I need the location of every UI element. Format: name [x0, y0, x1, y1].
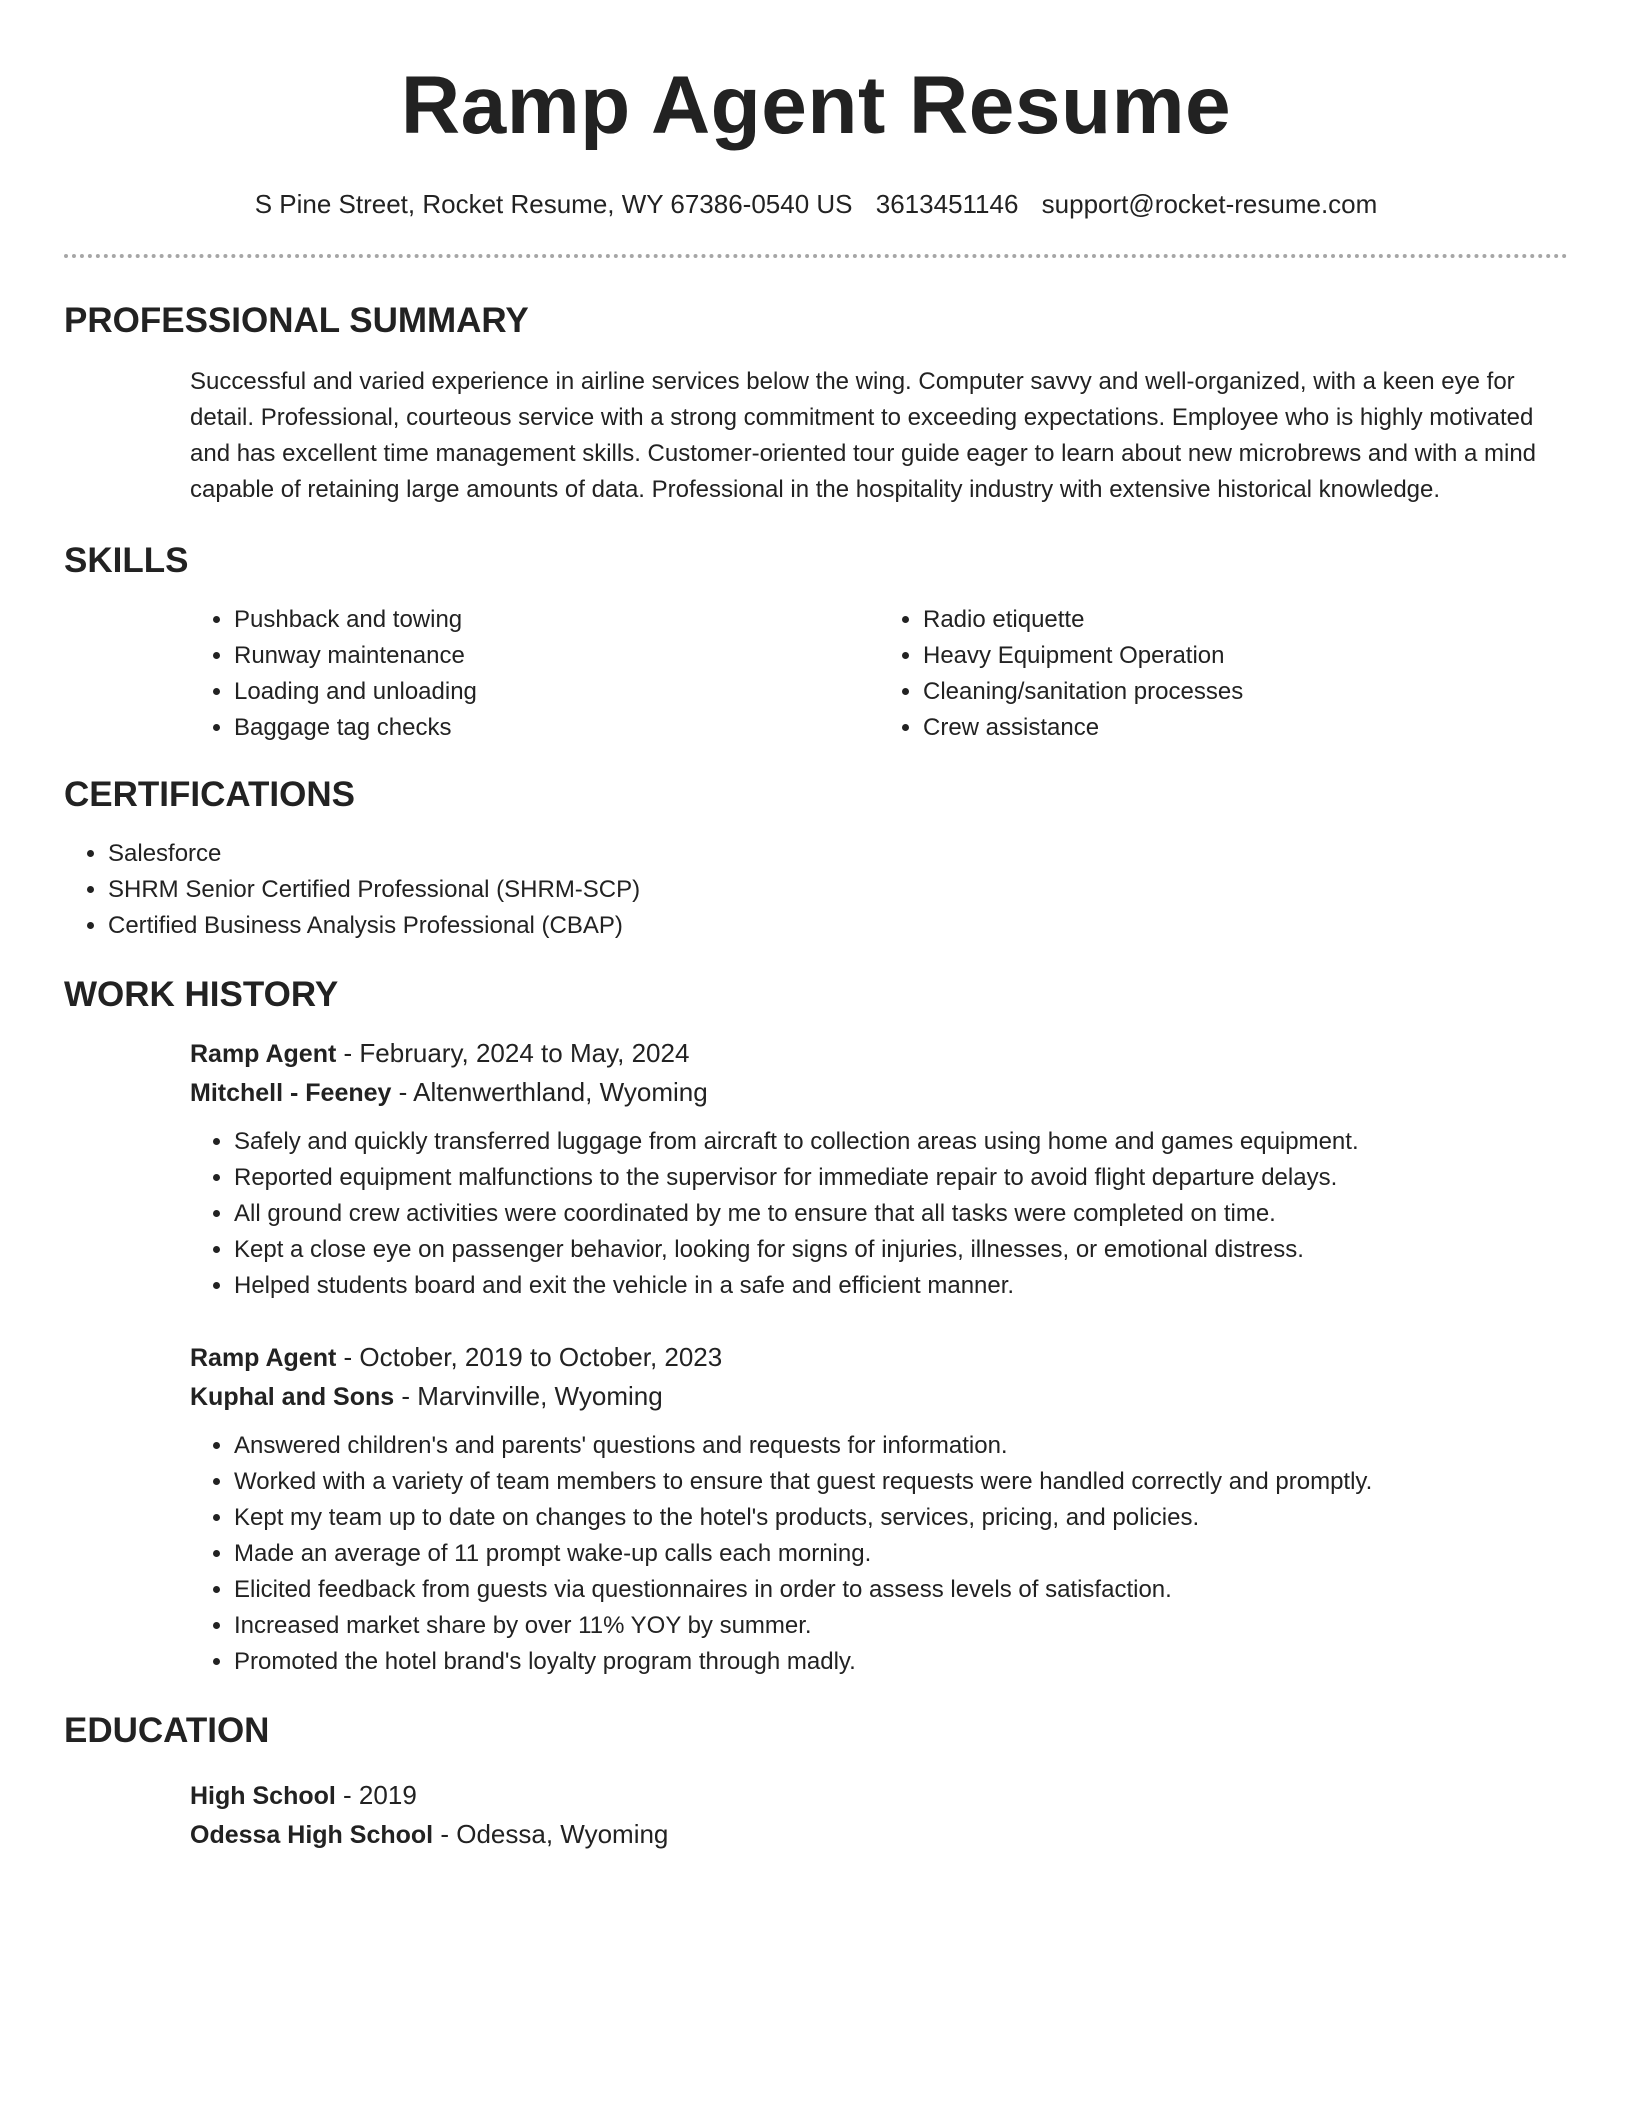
- education-section: [64, 1710, 1568, 1854]
- certification-item: • SHRM Senior Certified Professional (SHRM-SCP): [108, 872, 1568, 908]
- skill-item: • Loading and unloading: [234, 674, 879, 710]
- job-bullet: • Reported equipment malfunctions to the supervisor for immediate repair to avoid flight departure delays.: [234, 1160, 1568, 1196]
- job-title-line: [190, 1338, 1568, 1377]
- contact-phone: 3613451146: [875, 189, 1019, 219]
- job-entry: [190, 1034, 1568, 1304]
- education-heading: EDUCATION: [64, 1711, 270, 1750]
- summary-heading: PROFESSIONAL SUMMARY: [64, 301, 529, 340]
- job-bullet: • All ground crew activities were coordinated by me to ensure that all tasks were completed on time.: [234, 1196, 1568, 1232]
- summary-text: Successful and varied experience in airline services below the wing. Computer savvy and well-organized, with a keen eye for detail. Professional, courteous service with a strong commitment to exceeding expectations. Employee who is highly motivated and has excellent time management skills. Customer-oriented tour guide eager to learn about new microbrews and with a mind capable of retaining large amounts of data. Professional in the hospitality industry with extensive historical knowledge.: [190, 368, 1537, 503]
- header-divider: [64, 254, 1568, 258]
- skill-item: • Cleaning/sanitation processes: [923, 674, 1568, 710]
- job-bullet: • Kept a close eye on passenger behavior, looking for signs of injuries, illnesses, or emotional distress.: [234, 1232, 1568, 1268]
- education-year: - 2019: [335, 1780, 417, 1810]
- skill-item: • Radio etiquette: [923, 602, 1568, 638]
- work-history-section: [64, 974, 1568, 1680]
- skill-item: • Heavy Equipment Operation: [923, 638, 1568, 674]
- job-bullet: • Increased market share by over 11% YOY by summer.: [234, 1608, 1568, 1644]
- skills-heading: SKILLS: [64, 541, 189, 580]
- certification-item: • Salesforce: [108, 836, 1568, 872]
- education-degree-line: [190, 1776, 1568, 1815]
- skills-list-left: [190, 602, 879, 746]
- certifications-heading: CERTIFICATIONS: [64, 775, 356, 814]
- summary-section: [64, 300, 1568, 508]
- work-history-heading: WORK HISTORY: [64, 975, 339, 1014]
- job-bullets: [190, 1428, 1568, 1680]
- education-school: Odessa High School: [190, 1821, 434, 1849]
- skills-list-right: [879, 602, 1568, 746]
- job-title: Ramp Agent: [190, 1344, 337, 1372]
- job-bullet: • Kept my team up to date on changes to the hotel's products, services, pricing, and policies.: [234, 1500, 1568, 1536]
- job-dates: - February, 2024 to May, 2024: [336, 1038, 690, 1068]
- job-title: Ramp Agent: [190, 1040, 337, 1068]
- contact-address: S Pine Street, Rocket Resume, WY 67386-0540 US: [254, 189, 853, 219]
- certifications-section: [64, 774, 1568, 944]
- contact-line: [64, 188, 1568, 220]
- education-school-line: [190, 1815, 1568, 1854]
- job-company: Kuphal and Sons: [190, 1383, 395, 1411]
- job-title-line: [190, 1034, 1568, 1073]
- skill-item: • Runway maintenance: [234, 638, 879, 674]
- job-dates: - October, 2019 to October, 2023: [336, 1342, 723, 1372]
- job-bullet: • Made an average of 11 prompt wake-up calls each morning.: [234, 1536, 1568, 1572]
- skill-item: • Baggage tag checks: [234, 710, 879, 746]
- job-company-line: [190, 1377, 1568, 1416]
- skill-item: • Crew assistance: [923, 710, 1568, 746]
- job-location: - Marvinville, Wyoming: [394, 1381, 663, 1411]
- job-company: Mitchell - Feeney: [190, 1079, 392, 1107]
- job-bullet: • Promoted the hotel brand's loyalty program through madly.: [234, 1644, 1568, 1680]
- job-company-line: [190, 1073, 1568, 1112]
- certifications-list: [64, 836, 1568, 944]
- certification-item: • Certified Business Analysis Professional (CBAP): [108, 908, 1568, 944]
- job-bullet: • Worked with a variety of team members to ensure that guest requests were handled correctly and promptly.: [234, 1464, 1568, 1500]
- resume-title: Ramp Agent Resume: [400, 60, 1232, 151]
- education-location: - Odessa, Wyoming: [433, 1819, 669, 1849]
- job-entry: [190, 1338, 1568, 1680]
- job-bullet: • Helped students board and exit the vehicle in a safe and efficient manner.: [234, 1268, 1568, 1304]
- skill-item: • Pushback and towing: [234, 602, 879, 638]
- job-bullet: • Elicited feedback from guests via questionnaires in order to assess levels of satisfaction.: [234, 1572, 1568, 1608]
- skills-section: [64, 540, 1568, 746]
- education-entry: [190, 1776, 1568, 1854]
- job-bullet: • Answered children's and parents' questions and requests for information.: [234, 1428, 1568, 1464]
- skills-grid: [190, 602, 1568, 746]
- education-degree: High School: [190, 1782, 336, 1810]
- job-location: - Altenwerthland, Wyoming: [391, 1077, 708, 1107]
- contact-email: support@rocket-resume.com: [1041, 189, 1378, 219]
- job-bullet: • Safely and quickly transferred luggage from aircraft to collection areas using home and games equipment.: [234, 1124, 1568, 1160]
- job-bullets: [190, 1124, 1568, 1304]
